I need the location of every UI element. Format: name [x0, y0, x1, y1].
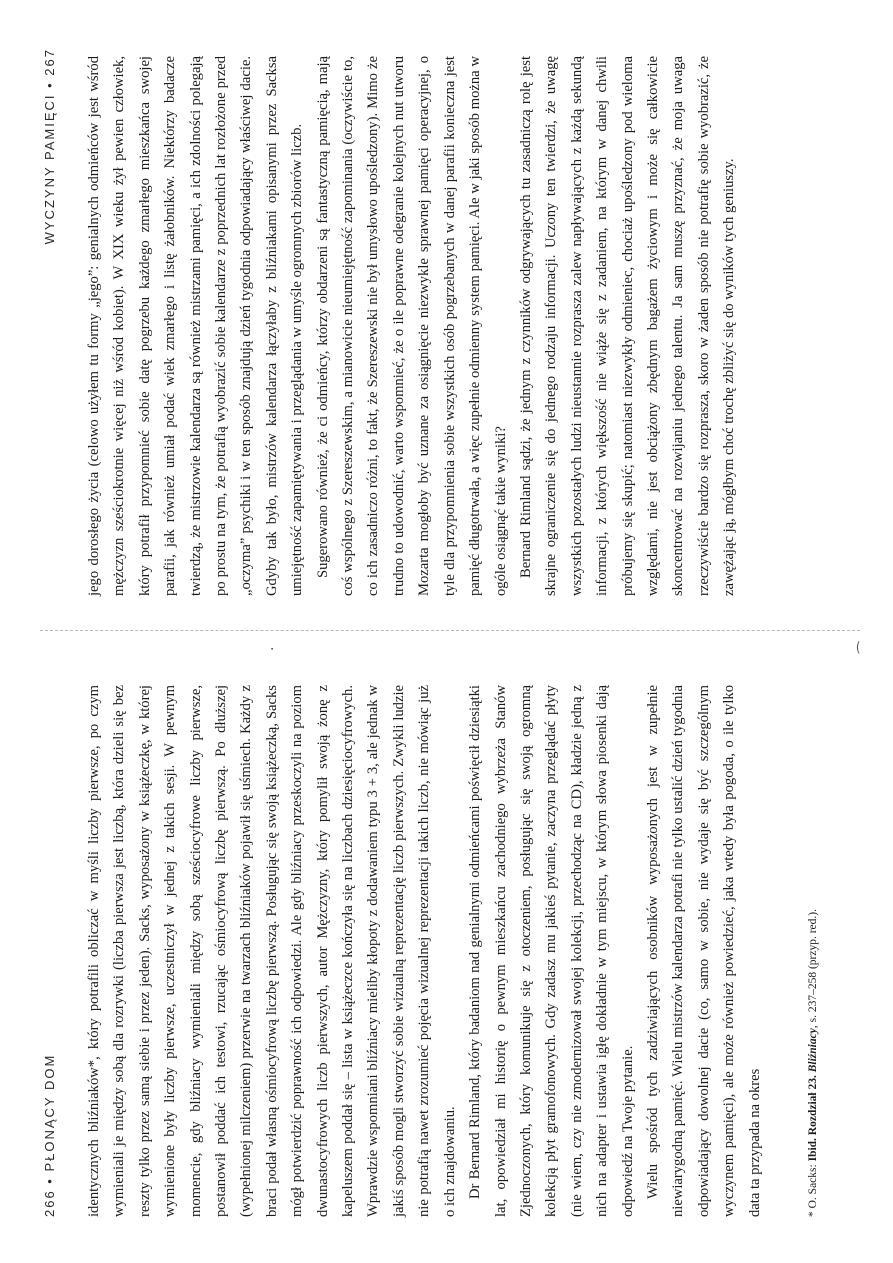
footnote-chapter: Rozdział 23. [807, 1072, 819, 1139]
right-paragraph-3: Bernard Rimland sądzi, że jednym z czynników odgrywających tu zasadniczą rolę jest skrajne ograniczenie się do jednego rodzaju informacji. Uczony ten twierdzi, że uwagę wszystkich pozostałych ludzi nieustannie rozprasza zalew napływających z każdą sekundą informacji, z których większość nie wiąże się z zadaniem, na którym w danej chwili próbujemy się skupić; natomiast niezwykły odmieniec, chociaż upośledzony pod wieloma względami, nie jest obciążony zbędnym bagażem życiowym i może się całkowicie skoncentrować na rozwijaniu jednego talentu. Ja sam muszę przyznać, że moja uwaga rzeczywiście bardzo się rozprasza, skoro w żaden sposób nie potrafię sobie wyobrazić, że zawężając ją, mógłbym choć trochę zbliżyć się do wyników tych geniuszy. [517, 56, 738, 596]
footnote-title: Bliźniacy [807, 1028, 819, 1073]
left-page [0, 632, 893, 1263]
scan-speck-icon-2: · [265, 646, 281, 651]
footnote [805, 685, 821, 1217]
left-paragraph-3: Wielu spośród tych zadziwiających osobników wyposażonych jest w zupełnie niewiarygodną pamięć. Wielu mistrzów kalendarza potrafi nie tylko ustalić dzień tygodnia odpowiadający dowolnej dacie (co, samo w sobie, nie wydaje się być szczególnym wyczynem pamięci), ale może również powiedzieć, jaka wtedy była pogoda, o ile tylko data ta przypada na okres [644, 685, 763, 1217]
right-paragraph-1: jego dorosłego życia (celowo użyłem tu formy „jego”: genialnych odmieńców jest wśród mężczyzn sześciokrotnie więcej niż wśród kobiet). W XIX wieku żył pewien człowiek, który potrafił przypomnieć sobie datę pogrzebu każdego zmarłego mieszkańca swojej parafii, jak również umiał podać wiek zmarłego i listę żałobników. Niektórzy badacze twierdzą, że mistrzowie kalendarza są również mistrzami pamięci, a ich zdolności polegają po prostu na tym, że potrafią wyobrazić sobie kalendarze z poprzednich lat rozłożone przed „oczyma” psychiki i w ten sposób znajdują dzień tygodnia odpowiadający właściwej dacie. Gdyby tak było, mistrzów kalendarza łączyłaby z bliźniakami opisanymi przez Sacksa umiejętność zapamiętywania i przeglądania w umyśle ogromnych zbiorów liczb. [86, 56, 306, 596]
footnote-tail: , s. 237–258 (przyp. red.). [807, 909, 819, 1029]
left-paragraph-1: identycznych bliźniaków*, który potrafili obliczać w myśli liczby pierwsze, po czym wymieniali je między sobą dla rozrywki (liczba pierwsza jest liczbą, która dzieli się bez reszty tylko przez samą siebie i przez jeden). Sacks, wyposażony w książeczkę, w której wymienione były liczby pierwsze, uczestniczył w jednej z takich sesji. W pewnym momencie, gdy bliźniacy wymieniali między sobą sześciocyfrowe liczby pierwsze, postanowił poddać ich testowi, rzucając ośmiocyfrową liczbę pierwszą. Po dłuższej (wypełnionej milczeniem) przerwie na twarzach bliźniaków pojawił się uśmiech. Każdy z braci podał własną ośmiocyfrową liczbę pierwszą. Posługując się swoją książeczką, Sacks mógł potwierdzić poprawność ich odpowiedzi. Ale gdy bliźniacy przeskoczyli na poziom dwunastocyfrowych liczb pierwszych, autor Mężczyzny, który pomylił swoją żonę z kapeluszem poddał się – lista w książeczce kończyła się na liczbach dziesięciocyfrowych. Wprawdzie wspomniani bliźniacy mieliby kłopoty z dodawaniem typu 3 + 3, ale jednak w jakiś sposób mogli stworzyć sobie wizualną reprezentację liczb pierwszych. Zwykli ludzie nie potrafią nawet zrozumieć pojęcia wizualnej reprezentacji takich liczb, nie mówiąc już o ich znajdowaniu. [86, 685, 458, 1217]
footnote-ibid: Ibid. [807, 1138, 819, 1162]
right-body-text [82, 56, 743, 596]
left-running-head: 266 • PŁONĄCY DOM [42, 1053, 57, 1217]
footnote-lead: * O. Sacks: [807, 1161, 819, 1217]
left-body-text [82, 685, 768, 1217]
right-running-head: WYCZYNY PAMIĘCI • 267 [42, 48, 57, 245]
left-paragraph-2: Dr Bernard Rimland, który badaniom nad genialnymi odmieńcami poświęcił dziesiątki lat, opowiedział mi historię o pewnym mieszkańcu zachodniego wybrzeża Stanów Zjednoczonych, który komunikuje się z otoczeniem, posługując się swoją ogromną kolekcją płyt gramofonowych. Gdy zadasz mu jakieś pytanie, zaczyna przeglądać płyty (nie wiem, czy nie zmodernizował swojej kolekcji, przechodząc na CD), kładzie jedną z nich na adapter i ustawia igłę dokładnie w tym miejscu, w którym słowa piosenki dają odpowiedź na Twoje pytanie. [467, 685, 636, 1217]
right-paragraph-2: Sugerowano również, że ci odmieńcy, którzy obdarzeni są fantastyczną pamięcią, mają coś wspólnego z Szereszewskim, a mianowicie nieumiejętność zapominania (oczywiście to, co ich zasadniczo różni, to fakt, że Szereszewski nie był umysłowo upośledzony). Mimo że trudno to udowodnić, warto wspomnieć, że o ile poprawne odegranie kolejnych nut utworu Mozarta mogłoby być uznane za osiągnięcie niezwykle sprawnej pamięci operacyjnej, o tyle dla przypomnienia sobie wszystkich osób pogrzebanych w danej parafii konieczna jest pamięć długotrwała, a więc zupełnie odmienny system pamięci. Ale w jaki sposób można w ogóle osiągnąć takie wyniki? [314, 56, 509, 596]
scan-speck-icon: ⁀ [858, 641, 874, 653]
